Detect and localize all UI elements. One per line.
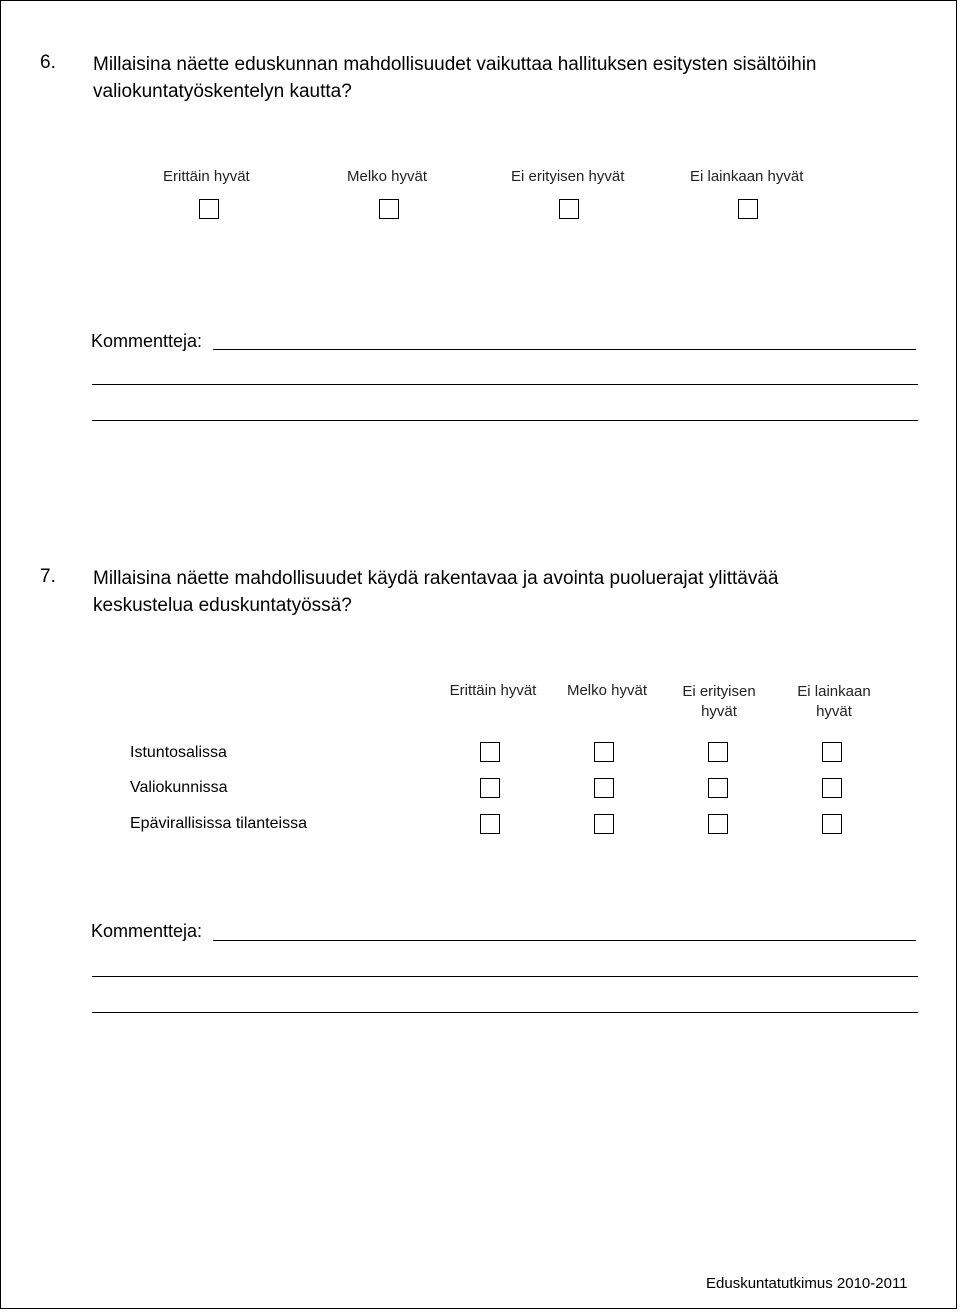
q7-comment-label: Kommentteja: [91,921,203,941]
q7-option-label-4 [779,682,889,722]
question-6-text-line-2: valiokuntatyöskentelyn kautta? [93,81,352,102]
q7-row-label-2: Valiokunnissa [130,779,228,796]
q6-option-label-2: Melko hyvät [347,168,428,185]
q7-option-label-3-line-1: Ei erityisen [682,683,756,700]
q7-row-label-3: Epävirallisissa tilanteissa [130,815,307,832]
q7-option-label-1 [438,682,548,699]
q6-checkbox-2[interactable] [379,199,399,219]
question-7-number: 7. [40,566,56,587]
q7-row1-checkbox-2[interactable] [594,742,614,762]
q7-row3-checkbox-1[interactable] [480,814,500,834]
q7-row3-checkbox-3[interactable] [708,814,728,834]
question-7-text-line-1: Millaisina näette mahdollisuudet käydä rakentavaa ja avointa puoluerajat ylittävää [93,568,779,589]
q7-row1-checkbox-4[interactable] [822,742,842,762]
q7-row2-checkbox-3[interactable] [708,778,728,798]
question-6-number: 6. [40,52,56,73]
footer-text: Eduskuntatutkimus 2010-2011 [706,1275,908,1292]
q7-option-label-4-line-2: hyvät [816,703,852,720]
q6-option-label-4: Ei lainkaan hyvät [690,168,804,185]
q7-row2-checkbox-4[interactable] [822,778,842,798]
q7-row-label-1: Istuntosalissa [130,744,227,761]
q7-option-label-3-line-2: hyvät [701,703,737,720]
q7-row2-checkbox-1[interactable] [480,778,500,798]
q6-comment-line-2[interactable] [92,384,918,385]
q7-comment-line-3[interactable] [92,1012,918,1013]
q7-row1-checkbox-3[interactable] [708,742,728,762]
q7-row3-checkbox-4[interactable] [822,814,842,834]
q6-option-label-3: Ei erityisen hyvät [511,168,625,185]
q7-option-label-1-line-1: Erittäin hyvät [449,682,537,699]
q6-checkbox-3[interactable] [559,199,579,219]
question-7-text-line-2: keskustelua eduskuntatyössä? [93,595,352,616]
q7-comment-line-2[interactable] [92,976,918,977]
q7-option-label-4-line-1: Ei lainkaan [797,683,871,700]
q6-comment-line-3[interactable] [92,420,918,421]
q7-option-label-2-line-1: Melko hyvät [566,682,648,699]
q6-option-label-1: Erittäin hyvät [163,168,250,185]
q7-row1-checkbox-1[interactable] [480,742,500,762]
q7-row3-checkbox-2[interactable] [594,814,614,834]
q7-option-label-3 [664,682,774,722]
q6-checkbox-1[interactable] [199,199,219,219]
q7-row2-checkbox-2[interactable] [594,778,614,798]
q6-comment-line-1[interactable] [213,349,916,350]
q7-comment-line-1[interactable] [213,940,916,941]
q7-option-label-2 [552,682,662,699]
q6-comment-label: Kommentteja: [91,331,203,351]
question-6-text-line-1: Millaisina näette eduskunnan mahdollisuudet vaikuttaa hallituksen esitysten sisältöihin [93,54,817,75]
q6-checkbox-4[interactable] [738,199,758,219]
